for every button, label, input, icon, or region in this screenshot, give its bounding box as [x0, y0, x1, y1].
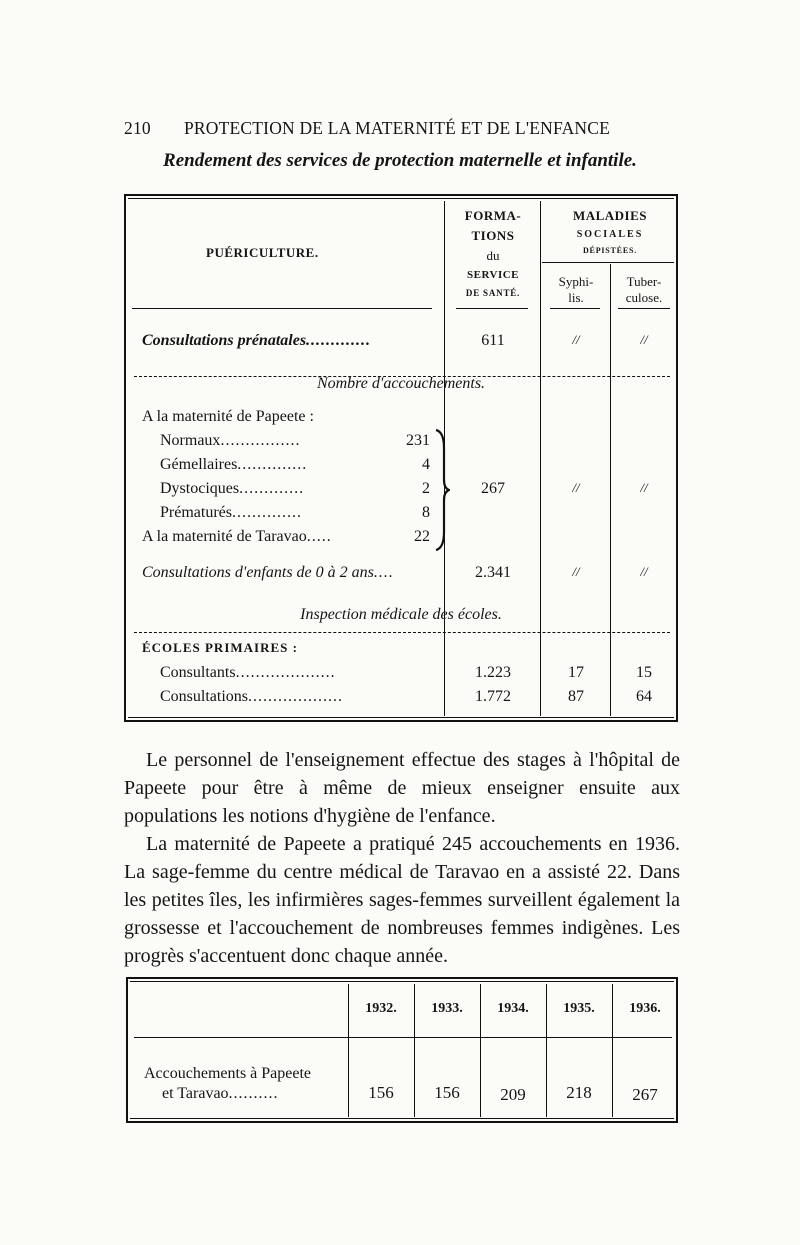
- row-label-line1: Accouchements à Papeete: [144, 1065, 312, 1082]
- row-label: et Taravao: [162, 1085, 229, 1102]
- maternite-papeete-label: A la maternité de Papeete :: [142, 408, 314, 425]
- leader-dots: ....................: [235, 664, 336, 681]
- leader-dots: .............: [306, 332, 372, 349]
- prenatal-formations: 611: [481, 332, 505, 349]
- prenatal-tuberculose: //: [640, 332, 648, 347]
- row-label: Normaux: [160, 432, 221, 449]
- consultations-label: [160, 688, 343, 706]
- row-value: 4: [422, 456, 430, 473]
- header-formations-1: FORMA-: [464, 208, 522, 223]
- year-1936: 1936.: [629, 1001, 661, 1016]
- header-formations-5: DE SANTÉ.: [465, 288, 521, 298]
- header-maladies-2: SOCIALES: [576, 229, 644, 240]
- value-1934: 209: [500, 1085, 526, 1104]
- accouchement-row-prematures: [160, 504, 430, 522]
- header-puericulture: PUÉRICULTURE.: [206, 245, 319, 260]
- header-tuberculose-1: Tuber-: [626, 274, 662, 289]
- row-label-line2: [162, 1085, 279, 1103]
- column-rule: [480, 984, 481, 1117]
- column-rule: [348, 984, 349, 1117]
- page-number: 210: [124, 118, 151, 138]
- value-1935: 218: [566, 1083, 592, 1102]
- consultations-syphilis: 87: [568, 688, 584, 705]
- prenatal-label: [142, 332, 371, 350]
- leader-dots: .....: [306, 528, 332, 545]
- accouchements-years-table: [126, 977, 678, 1123]
- consultations-enfants-tuberculose: //: [640, 564, 648, 579]
- value-1932: 156: [368, 1083, 394, 1102]
- consultations-formations: 1.772: [475, 688, 511, 705]
- header-rule: [542, 262, 674, 263]
- consultants-syphilis: 17: [568, 664, 584, 681]
- row-value: 2: [422, 480, 430, 497]
- value-1936: 267: [632, 1085, 658, 1104]
- header-rule: [618, 308, 670, 309]
- consultations-enfants-label: [142, 564, 394, 582]
- accouchements-syphilis: //: [572, 480, 580, 495]
- header-rule: [550, 308, 600, 309]
- paragraph: Le personnel de l'enseignement effectue des stages à l'hôpital de Papeete pour être à même de mieux enseigner ensuite aux populations les notions d'hygiène de l'enfance.: [124, 749, 680, 827]
- section-accouchements: Nombre d'accouchements.: [316, 375, 486, 392]
- header-syphilis-1: Syphi-: [558, 274, 594, 289]
- leader-dots: ................: [220, 432, 301, 449]
- table-caption: Rendement des services de protection maternelle et infantile.: [163, 150, 637, 171]
- accouchement-row-dystociques: [160, 480, 430, 498]
- row-label: Consultations d'enfants de 0 à 2 ans: [142, 564, 374, 581]
- consultants-formations: 1.223: [475, 664, 511, 681]
- section-inspection: Inspection médicale des écoles.: [300, 606, 502, 623]
- consultants-tuberculose: 15: [636, 664, 652, 681]
- value-1933: 156: [434, 1083, 460, 1102]
- leader-dots: ..............: [231, 504, 302, 521]
- consultations-enfants-formations: 2.341: [475, 564, 511, 581]
- year-1932: 1932.: [365, 1001, 397, 1016]
- column-rule: [540, 201, 541, 716]
- accouchements-total: 267: [481, 480, 505, 497]
- prenatal-label-text: Consultations prénatales: [142, 332, 307, 349]
- year-1935: 1935.: [563, 1001, 595, 1016]
- header-rule: [132, 308, 432, 309]
- header-formations-3: du: [486, 248, 500, 263]
- header-syphilis-2: lis.: [568, 290, 584, 305]
- year-1933: 1933.: [431, 1001, 463, 1016]
- row-label: A la maternité de Taravao: [142, 528, 307, 545]
- header-maladies-3: DÉPISTÉES.: [582, 246, 638, 255]
- header-rule: [134, 1037, 672, 1038]
- protection-services-table: [124, 194, 678, 722]
- header-tuberculose-2: culose.: [625, 290, 663, 305]
- consultations-tuberculose: 64: [636, 688, 652, 705]
- header-rule: [456, 308, 528, 309]
- column-rule: [612, 984, 613, 1117]
- row-label: Gémellaires: [160, 456, 238, 473]
- column-rule: [546, 984, 547, 1117]
- leader-dots: ..........: [228, 1085, 279, 1102]
- leader-dots: ..............: [237, 456, 308, 473]
- row-value: 22: [414, 528, 430, 545]
- row-value: 8: [422, 504, 430, 521]
- header-title: PROTECTION DE LA MATERNITÉ ET DE L'ENFANCE: [184, 118, 611, 138]
- section-rule: [134, 632, 670, 633]
- accouchement-row-gemellaires: [160, 456, 430, 474]
- leader-dots: ...................: [248, 688, 344, 705]
- body-text: [124, 746, 680, 970]
- accouchement-row-normaux: [160, 432, 430, 450]
- row-label: Prématurés: [160, 504, 232, 521]
- header-formations-4: SERVICE: [466, 269, 520, 281]
- accouchements-tuberculose: //: [640, 480, 648, 495]
- consultants-label: [160, 664, 336, 682]
- leader-dots: ....: [373, 564, 394, 581]
- ecoles-primaires-label: ÉCOLES PRIMAIRES :: [142, 640, 298, 655]
- row-label: Consultations: [160, 688, 249, 705]
- year-1934: 1934.: [497, 1001, 529, 1016]
- leader-dots: .............: [239, 480, 305, 497]
- header-maladies-1: MALADIES: [572, 208, 648, 223]
- consultations-enfants-syphilis: //: [572, 564, 580, 579]
- header-formations-2: TIONS: [471, 228, 515, 243]
- row-value: 231: [406, 432, 430, 449]
- prenatal-syphilis: //: [572, 332, 580, 347]
- column-rule: [414, 984, 415, 1117]
- accouchement-row-taravao: [142, 528, 430, 546]
- row-label: Dystociques: [160, 480, 240, 497]
- paragraph: La maternité de Papeete a pratiqué 245 accouchements en 1936. La sage-femme du centre médical de Taravao en a assisté 22. Dans les petites îles, les infirmières sages-femmes surveillent également la grossesse et l'accouchement de nombreuses femmes indigènes. Les progrès s'accentuent donc chaque année.: [124, 833, 680, 967]
- row-label: Consultants: [160, 664, 236, 681]
